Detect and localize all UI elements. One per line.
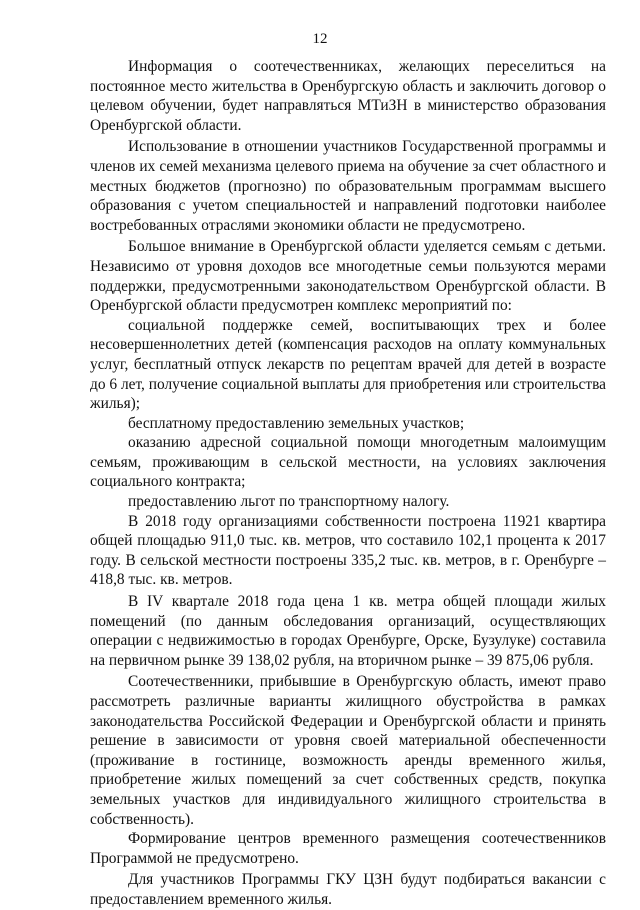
page-number: 12 <box>312 31 328 47</box>
paragraph-housing-options: Соотечественники, прибывшие в Оренбургскую область, имеют право рассмотреть различные варианты жилищного обустройства в рамках законодательства Российской Федерации и Оренбургской области и принять решение в зависимости от уровня своей материальной обеспеченности (проживание в гостинице, возможность аренды временного жилья, приобретение жилых помещений за счет собственных средств, покупка земельных участков для индивидуального жилищного строительства в собственность). <box>90 673 606 828</box>
paragraph-transport-tax: предоставлению льгот по транспортному налогу. <box>128 493 450 511</box>
paragraph-land-plots: бесплатному предоставлению земельных участков; <box>128 414 465 432</box>
document-body <box>90 57 606 910</box>
paragraph-families-support: Большое внимание в Оренбургской области уделяется семьям с детьми. Независимо от уровня доходов все многодетные семьи пользуются мерами поддержки, предусмотренными законодательством Оренбургской области. В Оренбургской области предусмотрен комплекс мероприятий по: <box>90 238 606 315</box>
paragraph-social-support: социальной поддержке семей, воспитывающих трех и более несовершеннолетних детей (компенсация расходов на оплату коммунальных услуг, бесплатный отпуск лекарств по рецептам врачей для детей в возрасте до 6 лет, получение социальной выплаты для приобретения или строительства жилья); <box>90 316 606 413</box>
paragraph-targeted-admission: Использование в отношении участников Государственной программы и членов их семей механизма целевого приема на обучение за счет областного и местных бюджетов (прогнозно) по образовательным программам высшего образования с учетом специальностей и направлений подготовки наиболее востребованных отраслями экономики области не предусмотрено. <box>90 138 606 234</box>
paragraph-housing-2018: В 2018 году организациями собственности построена 11921 квартира общей площадью 911,0 тыс. кв. метров, что составило 102,1 процента к 2017 году. В сельской местности построены 335,2 тыс. кв. метров, в г. Оренбурге – 418,8 тыс. кв. метров. <box>90 512 606 589</box>
paragraph-targeted-aid: оказанию адресной социальной помощи многодетным малоимущим семьям, проживающим в сельской местности, на условиях заключения социального контракта; <box>90 434 606 491</box>
paragraph-emigrants-info: Информация о соотечественниках, желающих переселиться на постоянное место жительства в Оренбургскую область и заключить договор о целевом обучении, будет направляться МТиЗН в министерство образования Оренбургской области. <box>90 58 606 134</box>
paragraph-vacancies: Для участников Программы ГКУ ЦЗН будут подбираться вакансии с предоставлением временного жилья. <box>90 871 606 908</box>
paragraph-housing-price: В IV квартале 2018 года цена 1 кв. метра общей площади жилых помещений (по данным обследования организаций, осуществляющих операции с недвижимостью в городах Оренбурге, Орске, Бузулуке) составила на первичном рынке 39 138,02 рубля, на вторичном рынке – 39 875,06 рубля. <box>90 593 606 669</box>
paragraph-temporary-centers: Формирование центров временного размещения соотечественников Программой не предусмотрено. <box>90 830 606 867</box>
